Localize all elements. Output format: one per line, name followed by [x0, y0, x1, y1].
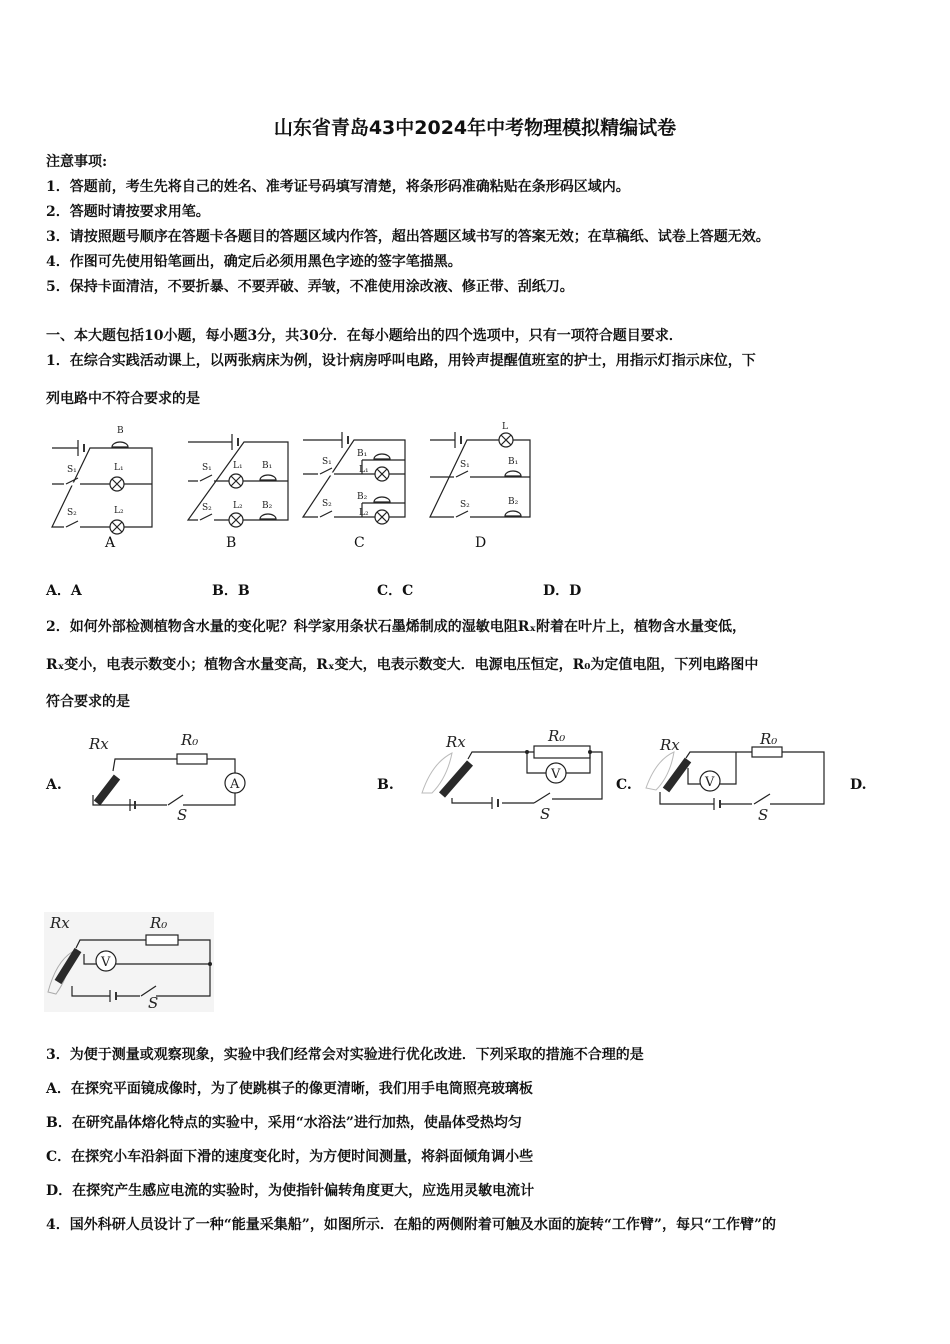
lamp-label: L₁ — [114, 463, 124, 473]
figure-label: C — [354, 535, 365, 551]
q1-figure-b — [188, 434, 288, 551]
q1-option-d — [543, 582, 581, 600]
q1-stem-line1: 1．在综合实践活动课上，以两张病床为例，设计病房呼叫电路，用铃声提醒值班室的护士，用指示灯指示床位，下 — [46, 353, 756, 369]
switch-label: S₁ — [67, 465, 77, 475]
notice-item: 1．答题前，考生先将自己的姓名、准考证号码填写清楚，将条形码准确粘贴在条形码区域内。 — [46, 179, 630, 195]
switch-label: S₂ — [67, 508, 77, 518]
q1-figure-a — [52, 426, 152, 551]
bell-label: B₁ — [262, 461, 273, 471]
q3-option-a: A．在探究平面镜成像时，为了使跳棋子的像更清晰，我们用手电筒照亮玻璃板 — [46, 1081, 533, 1097]
q1-circuit-figures — [0, 420, 560, 555]
q3-option-d: D．在探究产生感应电流的实验时，为使指针偏转角度更大，应选用灵敏电流计 — [46, 1183, 535, 1199]
lamp-label: L — [502, 422, 508, 432]
q3-option-c: C．在探究小车沿斜面下滑的速度变化时，为方便时间测量，将斜面倾角调小些 — [46, 1149, 534, 1165]
bell-label: B₁ — [357, 449, 368, 459]
figure-label: A — [105, 535, 116, 551]
option-text: D — [569, 583, 582, 599]
bell-label: B₂ — [357, 492, 368, 502]
option-letter: B． — [212, 583, 238, 599]
r0-label: R₀ — [760, 730, 778, 748]
lamp-label: L₂ — [233, 501, 243, 511]
figure-label: B — [226, 535, 237, 551]
page-title: 山东省青岛43中2024年中考物理模拟精编试卷 — [273, 117, 677, 139]
q2-stem-line2: Rₓ变小，电表示数变小；植物含水量变高，Rₓ变大，电表示数变大．电源电压恒定，R₀为定值电阻，下列电路图中 — [46, 657, 759, 673]
q2-stem-line1: 2．如何外部检测植物含水量的变化呢？科学家用条状石墨烯制成的湿敏电阻Rₓ附着在叶片上，植物含水量变低， — [46, 619, 747, 635]
switch-label: S — [177, 806, 188, 824]
bell-label: B₁ — [508, 457, 519, 467]
bell-label: B₂ — [508, 497, 519, 507]
switch-label: S₂ — [322, 499, 332, 509]
q1-option-c — [377, 582, 413, 600]
section-heading: 一、本大题包括10小题，每小题3分，共30分．在每小题给出的四个选项中，只有一项符合题目要求． — [46, 328, 683, 344]
switch-label: S — [148, 994, 159, 1012]
notice-item: 5．保持卡面清洁，不要折暴、不要弄破、弄皱，不准使用涂改液、修正带、刮纸刀。 — [46, 279, 574, 295]
option-text: A — [70, 583, 82, 599]
switch-label: S₁ — [322, 457, 332, 467]
q2-circuit-a — [85, 725, 255, 825]
switch-label: S₁ — [202, 463, 212, 473]
figure-label: D — [475, 535, 487, 551]
r0-label: R₀ — [181, 731, 199, 749]
q2-option-c-label: C. — [616, 777, 632, 793]
q3-stem: 3．为便于测量或观察现象，实验中我们经常会对实验进行优化改进．下列采取的措施不合理的是 — [46, 1047, 644, 1063]
option-letter: D． — [543, 583, 570, 599]
q2-option-b-label: B. — [377, 777, 394, 793]
switch-label: S₁ — [460, 460, 470, 470]
q4-stem: 4．国外科研人员设计了一种“能量采集船”，如图所示．在船的两侧附着可触及水面的旋转“工作臂”，每只“工作臂”的 — [46, 1217, 777, 1233]
lamp-label: L₂ — [114, 506, 124, 516]
q1-option-b — [212, 582, 250, 600]
r0-label: R₀ — [150, 914, 168, 932]
q2-option-a-label: A. — [46, 777, 62, 793]
q2-circuit-d — [44, 912, 219, 1012]
notice-item: 2．答题时请按要求用笔。 — [46, 204, 210, 220]
lamp-label: L₁ — [233, 461, 243, 471]
switch-label: S₂ — [460, 500, 470, 510]
q3-option-b: B．在研究晶体熔化特点的实验中，采用“水浴法”进行加热，使晶体受热均匀 — [46, 1115, 522, 1131]
bell-label: B — [117, 426, 124, 436]
r0-label: R₀ — [548, 727, 566, 745]
notice-item: 3．请按照题号顺序在答题卡各题目的答题区域内作答，超出答题区域书写的答案无效；在草稿纸、试卷上答题无效。 — [46, 229, 770, 245]
q2-stem-line3: 符合要求的是 — [46, 694, 130, 710]
lamp-label: L₂ — [359, 508, 369, 518]
lamp-label: L₁ — [359, 465, 369, 475]
q2-circuit-c — [642, 728, 842, 828]
q1-figure-d — [430, 422, 530, 551]
option-letter: C． — [377, 583, 403, 599]
q1-option-a — [46, 582, 82, 600]
switch-label: S — [758, 806, 769, 824]
rx-label: Rx — [446, 733, 466, 751]
rx-label: Rx — [50, 914, 70, 932]
voltmeter-label: V — [551, 767, 561, 782]
rx-label: Rx — [89, 735, 109, 753]
option-letter: A． — [46, 583, 71, 599]
bell-label: B₂ — [262, 501, 273, 511]
notice-item: 4．作图可先使用铅笔画出，确定后必须用黑色字迹的签字笔描黑。 — [46, 254, 462, 270]
rx-label: Rx — [660, 736, 680, 754]
option-text: B — [237, 583, 250, 599]
switch-label: S — [540, 805, 551, 823]
q2-option-d-label: D. — [850, 777, 867, 793]
option-text: C — [402, 583, 414, 599]
q1-stem-line2: 列电路中不符合要求的是 — [46, 391, 200, 407]
notice-heading: 注意事项: — [46, 154, 108, 170]
switch-label: S₂ — [202, 503, 212, 513]
q1-figure-c — [303, 432, 405, 551]
voltmeter-label: V — [705, 775, 715, 790]
q2-circuit-b — [412, 723, 612, 833]
voltmeter-label: V — [101, 955, 111, 970]
ammeter-label: A — [230, 777, 240, 792]
